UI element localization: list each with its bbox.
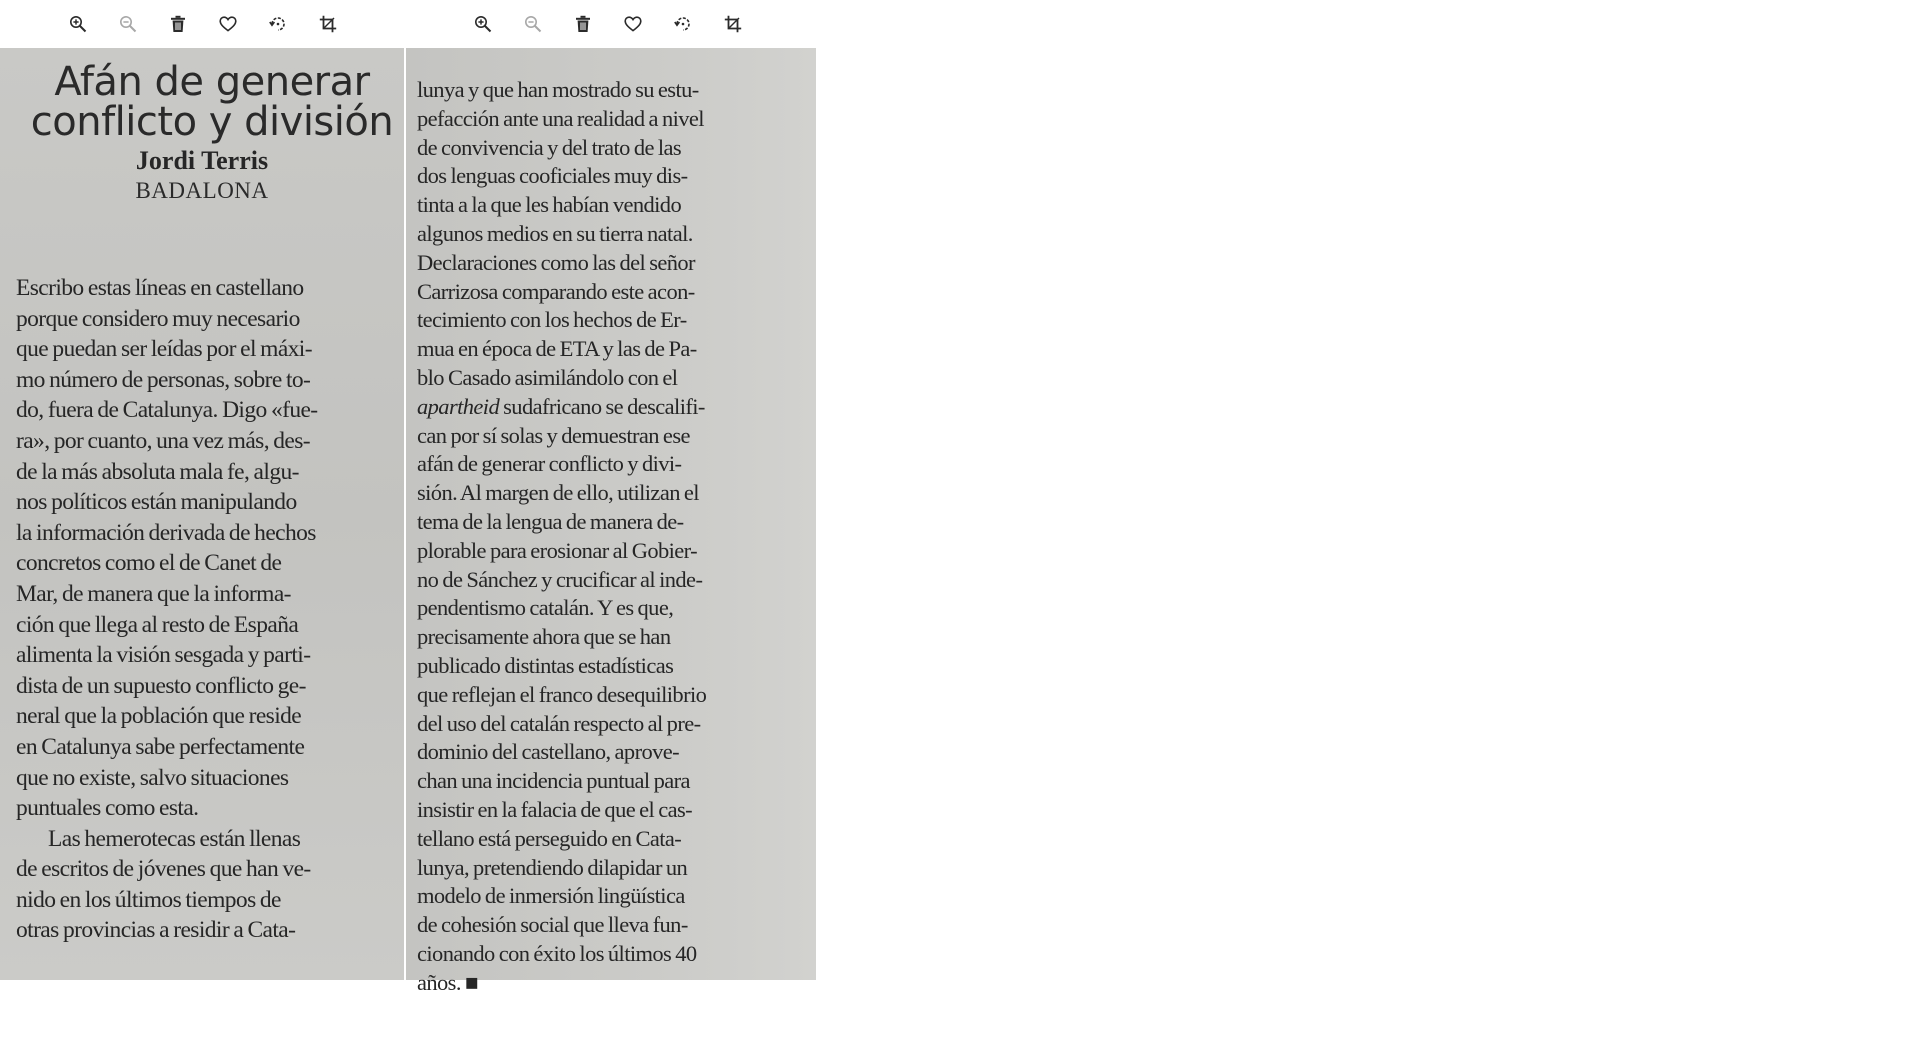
text-line: Las hemerotecas están llenas <box>48 825 301 852</box>
text-line: mua en época de ETA y las de Pa- <box>417 336 697 362</box>
crop-icon <box>319 15 337 33</box>
text-line: no de Sánchez y crucificar al inde- <box>417 566 703 592</box>
article-body-column-2 <box>417 76 706 998</box>
image-viewer-left <box>0 0 405 980</box>
text-line: plorable para erosionar al Gobier- <box>417 537 698 563</box>
text-line: lunya y que han mostrado su estu- <box>417 77 699 102</box>
zoom-in-icon <box>474 15 492 33</box>
headline-line: conflicto y división <box>30 99 394 145</box>
text-line: neral que la población que reside <box>16 703 302 730</box>
text-line: tema de la lengua de manera de- <box>417 508 684 534</box>
favorite-button[interactable] <box>621 12 645 36</box>
text-line: que no existe, salvo situaciones <box>16 764 289 791</box>
trash-icon <box>170 15 186 33</box>
text-line: do, fuera de Catalunya. Digo «fue- <box>16 397 318 424</box>
text-line: afán de generar conflicto y divi- <box>417 451 682 477</box>
newspaper-clipping-image <box>0 48 404 980</box>
heart-icon <box>219 16 237 32</box>
text-line: Mar, de manera que la informa- <box>16 580 291 607</box>
text-line: cionando con éxito los últimos 40 <box>417 940 697 966</box>
text-line: tecimiento con los hechos de Er- <box>417 307 687 333</box>
text-line: de convivencia y del trato de las <box>417 134 682 160</box>
text-line: dista de un supuesto conflicto ge- <box>16 672 306 699</box>
text-line: ra», por cuanto, una vez más, des- <box>16 427 310 454</box>
trash-icon <box>575 15 591 33</box>
text-line: la información derivada de hechos <box>16 519 316 546</box>
text-line: mo número de personas, sobre to- <box>16 366 311 393</box>
text-line: concretos como el de Canet de <box>16 550 282 577</box>
favorite-button[interactable] <box>216 12 240 36</box>
zoom-in-button[interactable] <box>471 12 495 36</box>
text-line: can por sí solas y demuestran ese <box>417 422 690 448</box>
viewer-toolbar <box>405 0 810 48</box>
text-line: que puedan ser leídas por el máxi- <box>16 336 312 363</box>
viewer-toolbar <box>0 0 405 48</box>
delete-button[interactable] <box>166 12 190 36</box>
text-line: sión. Al margen de ello, utilizan el <box>417 480 699 506</box>
crop-icon <box>724 15 742 33</box>
text-line: de escritos de jóvenes que han ve- <box>16 856 311 883</box>
text-line: pefacción ante una realidad a nivel <box>417 105 704 131</box>
rotate-icon <box>674 15 692 33</box>
text-line: puntuales como esta. <box>16 795 199 822</box>
text-line: Carrizosa comparando este acon- <box>417 278 695 304</box>
text-line: precisamente ahora que se han <box>417 624 671 650</box>
text-line: de cohesión social que lleva fun- <box>417 912 688 938</box>
zoom-in-button[interactable] <box>66 12 90 36</box>
text-line: nido en los últimos tiempos de <box>16 886 281 913</box>
article-city: BADALONA <box>135 178 269 203</box>
text-line: otras provincias a residir a Cata- <box>16 917 296 944</box>
text-line: algunos medios en su tierra natal. <box>417 220 693 246</box>
text-line: blo Casado asimilándolo con el <box>417 364 678 390</box>
zoom-out-button[interactable] <box>521 12 545 36</box>
text-line: que reflejan el franco desequilibrio <box>417 681 707 707</box>
text-line: del uso del catalán respecto al pre- <box>417 710 701 736</box>
text-line: dos lenguas cooficiales muy dis- <box>417 163 688 189</box>
text-line: de la más absoluta mala fe, algu- <box>16 458 299 485</box>
italic-term: apartheid <box>417 393 500 419</box>
crop-button[interactable] <box>721 12 745 36</box>
article-body-column-1 <box>16 273 318 946</box>
text-line: Escribo estas líneas en castellano <box>16 275 304 301</box>
image-viewer-right <box>405 0 810 995</box>
article-headline <box>28 59 396 145</box>
zoom-out-icon <box>524 15 542 33</box>
text-line: modelo de inmersión lingüística <box>417 883 685 909</box>
zoom-out-icon <box>119 15 137 33</box>
text-line: chan una incidencia puntual para <box>417 768 690 794</box>
newspaper-clipping-image <box>406 48 816 995</box>
text-line: apartheid sudafricano se descalifi- <box>417 393 705 419</box>
text-line: nos políticos están manipulando <box>16 489 297 516</box>
text-line: lunya, pretendiendo dilapidar un <box>417 854 688 880</box>
text-line: ción que llega al resto de España <box>16 611 299 638</box>
text-line: insistir en la falacia de que el cas- <box>417 796 693 822</box>
text-line: alimenta la visión sesgada y parti- <box>16 642 311 669</box>
zoom-in-icon <box>69 15 87 33</box>
text-line: dominio del castellano, aprove- <box>417 739 680 765</box>
headline-line: Afán de generar <box>54 59 370 105</box>
text-line: publicado distintas estadísticas <box>417 652 674 678</box>
text-line: en Catalunya sabe perfectamente <box>16 733 305 760</box>
article-author: Jordi Terris <box>135 146 269 175</box>
text-line: tellano está perseguido en Cata- <box>417 825 682 851</box>
delete-button[interactable] <box>571 12 595 36</box>
crop-button[interactable] <box>316 12 340 36</box>
text-line: años. ■ <box>417 969 478 995</box>
text-line: porque considero muy necesario <box>16 305 300 332</box>
rotate-icon <box>269 15 287 33</box>
heart-icon <box>624 16 642 32</box>
rotate-button[interactable] <box>671 12 695 36</box>
zoom-out-button[interactable] <box>116 12 140 36</box>
text-line: pendentismo catalán. Y es que, <box>417 595 674 621</box>
text-line: tinta a la que les habían vendido <box>417 192 682 218</box>
text-line: Declaraciones como las del señor <box>417 249 695 275</box>
rotate-button[interactable] <box>266 12 290 36</box>
